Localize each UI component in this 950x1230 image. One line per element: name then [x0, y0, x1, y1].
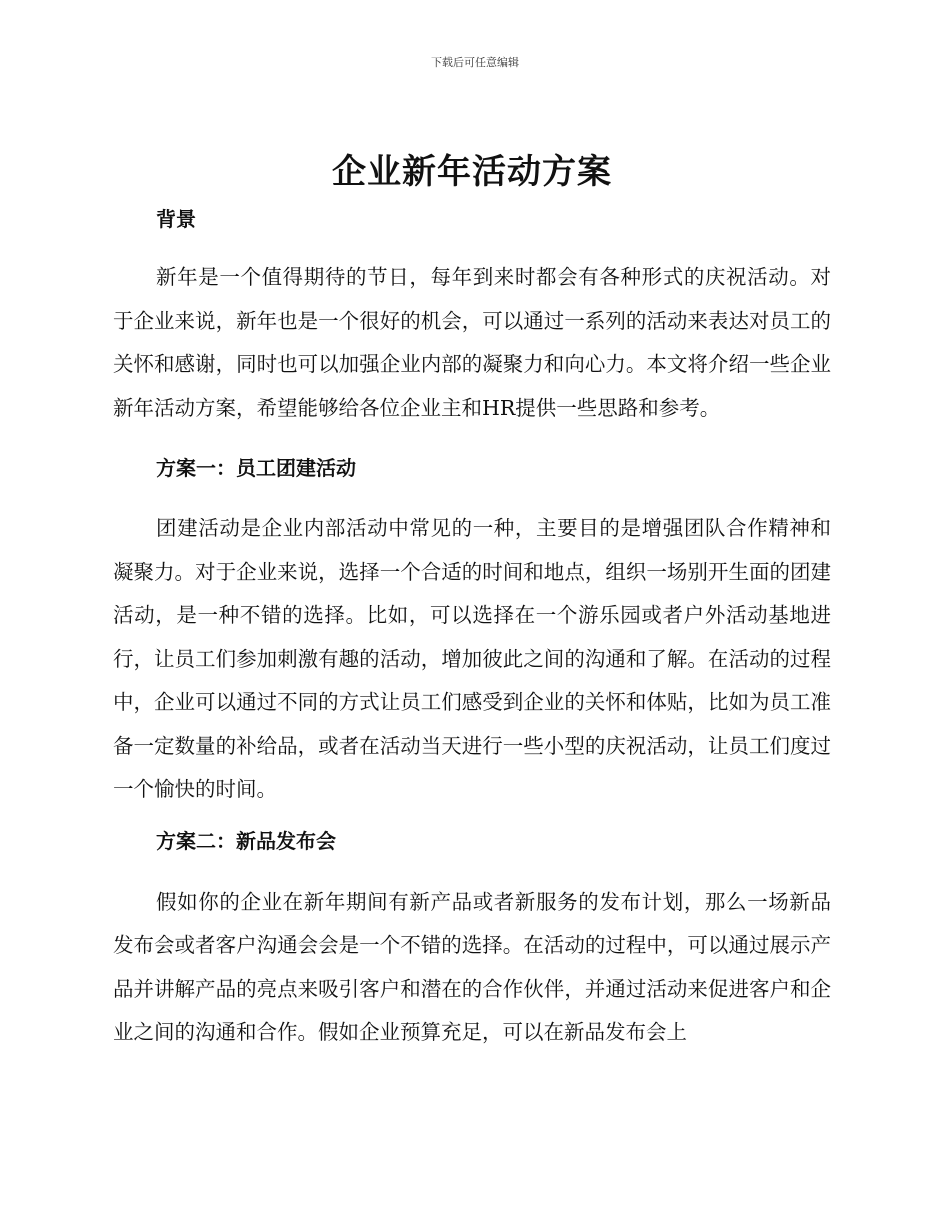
- section-heading-plan-two: 方案二：新品发布会: [156, 828, 336, 853]
- paragraph-background: 新年是一个值得期待的节日，每年到来时都会有各种形式的庆祝活动。对于企业来说，新年也是一个很好的机会，可以通过一系列的活动来表达对员工的关怀和感谢，同时也可以加强企业内部的凝聚力和向心力。本文将介绍一些企业新年活动方案，希望能够给各位企业主和HR提供一些思路和参考。: [113, 265, 831, 420]
- page-header-note: 下载后可任意编辑: [431, 56, 519, 69]
- paragraph-plan-one: 团建活动是企业内部活动中常见的一种，主要目的是增强团队合作精神和凝聚力。对于企业来说，选择一个合适的时间和地点，组织一场别开生面的团建活动，是一种不错的选择。比如，可以选择在一个游乐园或者户外活动基地进行，让员工们参加刺激有趣的活动，增加彼此之间的沟通和了解。在活动的过程中，企业可以通过不同的方式让员工们感受到企业的关怀和体贴，比如为员工准备一定数量的补给品，或者在活动当天进行一些小型的庆祝活动，让员工们度过一个愉快的时间。: [113, 516, 831, 801]
- section-heading-plan-one: 方案一：员工团建活动: [156, 456, 356, 480]
- document-body: [113, 148, 831, 1055]
- paragraph-plan-two: 假如你的企业在新年期间有新产品或者新服务的发布计划，那么一场新品发布会或者客户沟通会会是一个不错的选择。在活动的过程中，可以通过展示产品并讲解产品的亮点来吸引客户和潜在的合作伙伴，并通过活动来促进客户和企业之间的沟通和合作。假如企业预算充足，可以在新品发布会上: [113, 889, 831, 1044]
- section-heading-background: 背景: [156, 207, 196, 231]
- document-title: 企业新年活动方案: [332, 152, 612, 192]
